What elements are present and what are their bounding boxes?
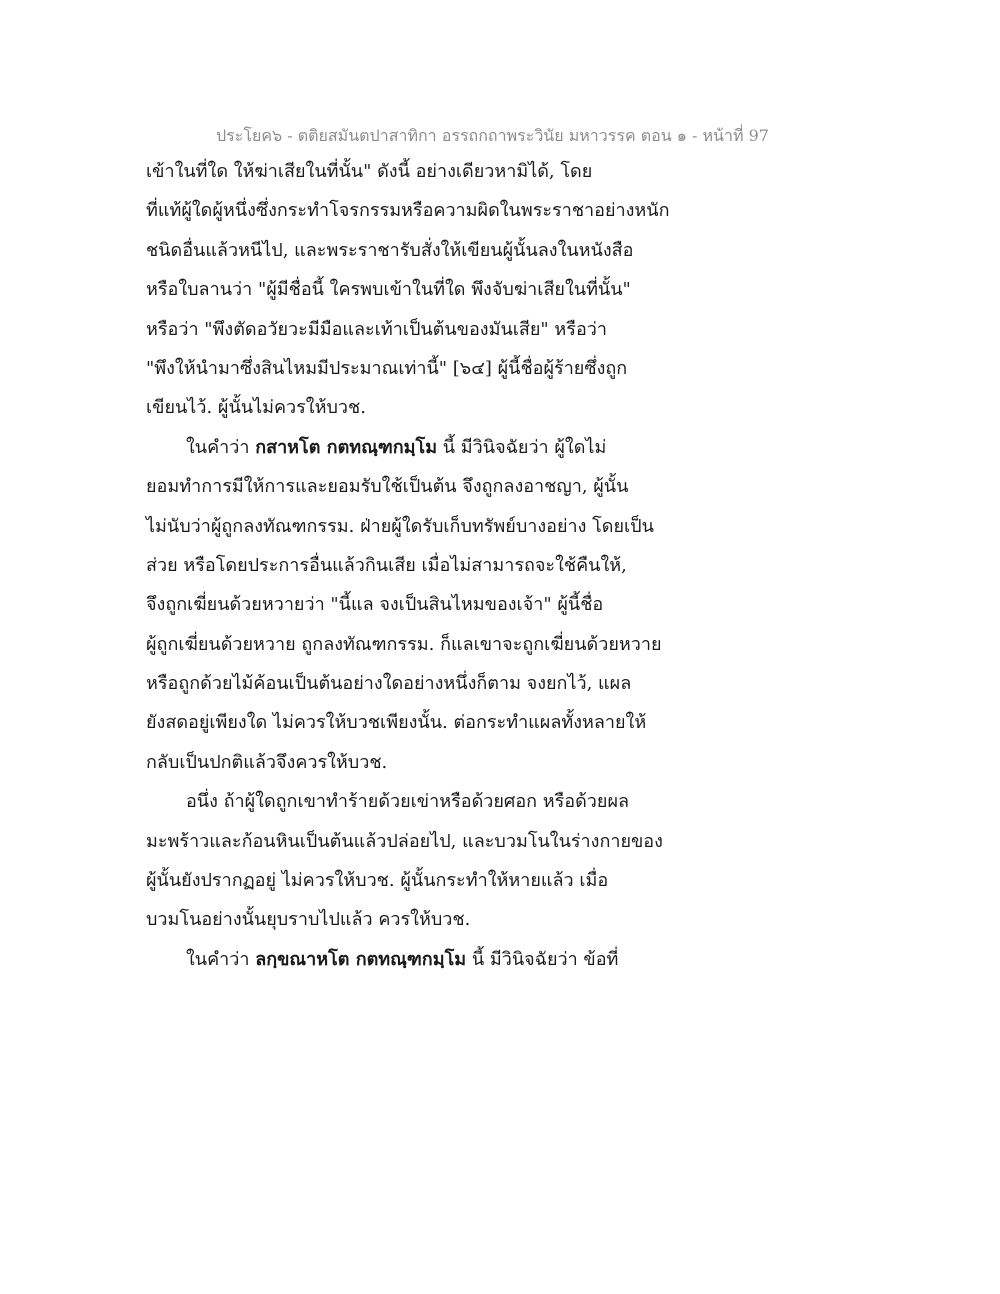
paragraph-2 — [146, 428, 726, 783]
text-line: ผู้ถูกเฆี่ยนด้วยหวาย ถูกลงทัณฑกรรม. ก็แลเขาจะถูกเฆี่ยนด้วยหวาย — [146, 633, 662, 655]
text-line: ส่วย หรือโดยประการอื่นแล้วกินเสีย เมื่อไม่สามารถจะใช้คืนให้, — [146, 554, 627, 576]
body-text — [146, 152, 726, 979]
page-header: ประโยค๖ - ตติยสมันตปาสาทิกา อรรถกถาพระวินัย มหาวรรค ตอน ๑ - หน้าที่ 97 — [216, 126, 769, 145]
text-line: หรือใบลานว่า "ผู้มีชื่อนี้ ใครพบเข้าในที่ใด พึงจับฆ่าเสียในที่นั้น" — [146, 279, 631, 301]
text-line: อนึ่ง ถ้าผู้ใดถูกเขาทำร้ายด้วยเข่าหรือด้วยศอก หรือด้วยผล — [186, 791, 630, 813]
text-line: ชนิดอื่นแล้วหนีไป, และพระราชารับสั่งให้เขียนผู้นั้นลงในหนังสือ — [146, 239, 634, 261]
text-line: ที่แท้ผู้ใดผู้หนึ่งซึ่งกระทำโจรกรรมหรือความผิดในพระราชาอย่างหนัก — [146, 200, 670, 222]
text-line: เขียนไว้. ผู้นั้นไม่ควรให้บวช. — [146, 397, 366, 419]
pali-term: ลกฺขณาหโต กตทณฺฑกมฺโม — [255, 948, 467, 970]
text-line: หรือว่า "พึงตัดอวัยวะมีมือและเท้าเป็นต้นของมันเสีย" หรือว่า — [146, 318, 607, 340]
text-span: ในคำว่า — [186, 436, 256, 458]
pali-term: กสาหโต กตทณฺฑกมฺโม — [255, 436, 438, 458]
paragraph-4 — [146, 940, 726, 979]
text-line: เข้าในที่ใด ให้ฆ่าเสียในที่นั้น" ดังนี้ อย่างเดียวหามิได้, โดย — [146, 161, 593, 182]
text-span: นี้ มีวินิจฉัยว่า ผู้ใดไม่ — [437, 436, 607, 458]
paragraph-1 — [146, 152, 726, 428]
text-line: กลับเป็นปกติแล้วจึงควรให้บวช. — [146, 751, 388, 773]
text-line: หรือถูกด้วยไม้ค้อนเป็นต้นอย่างใดอย่างหนึ่งก็ตาม จงยกไว้, แผล — [146, 673, 632, 695]
text-line: "พึงให้นำมาซึ่งสินไหมมีประมาณเท่านี้" [๖๔] ผู้นี้ชื่อผู้ร้ายซึ่งถูก — [146, 357, 628, 379]
text-line: ไม่นับว่าผู้ถูกลงทัณฑกรรม. ฝ่ายผู้ใดรับเก็บทรัพย์บางอย่าง โดยเป็น — [146, 515, 654, 537]
text-line: บวมโนอย่างนั้นยุบราบไปแล้ว ควรให้บวช. — [146, 909, 471, 931]
text-span: นี้ มีวินิจฉัยว่า ข้อที่ — [466, 948, 619, 970]
text-line: ยอมทำการมีให้การและยอมรับใช้เป็นต้น จึงถูกลงอาชญา, ผู้นั้น — [146, 476, 629, 498]
text-line: ยังสดอยู่เพียงใด ไม่ควรให้บวชเพียงนั้น. ต่อกระทำแผลทั้งหลายให้ — [146, 712, 647, 734]
text-line — [146, 940, 726, 979]
text-line: มะพร้าวและก้อนหินเป็นต้นแล้วปล่อยไป, และบวมโนในร่างกายของ — [146, 830, 663, 852]
text-line — [146, 428, 726, 467]
text-line: จึงถูกเฆี่ยนด้วยหวายว่า "นี้แล จงเป็นสินไหมของเจ้า" ผู้นี้ชื่อ — [146, 594, 604, 616]
text-line: ผู้นั้นยังปรากฏอยู่ ไม่ควรให้บวช. ผู้นั้นกระทำให้หายแล้ว เมื่อ — [146, 870, 609, 892]
text-span: ในคำว่า — [186, 948, 256, 970]
paragraph-3 — [146, 782, 726, 940]
